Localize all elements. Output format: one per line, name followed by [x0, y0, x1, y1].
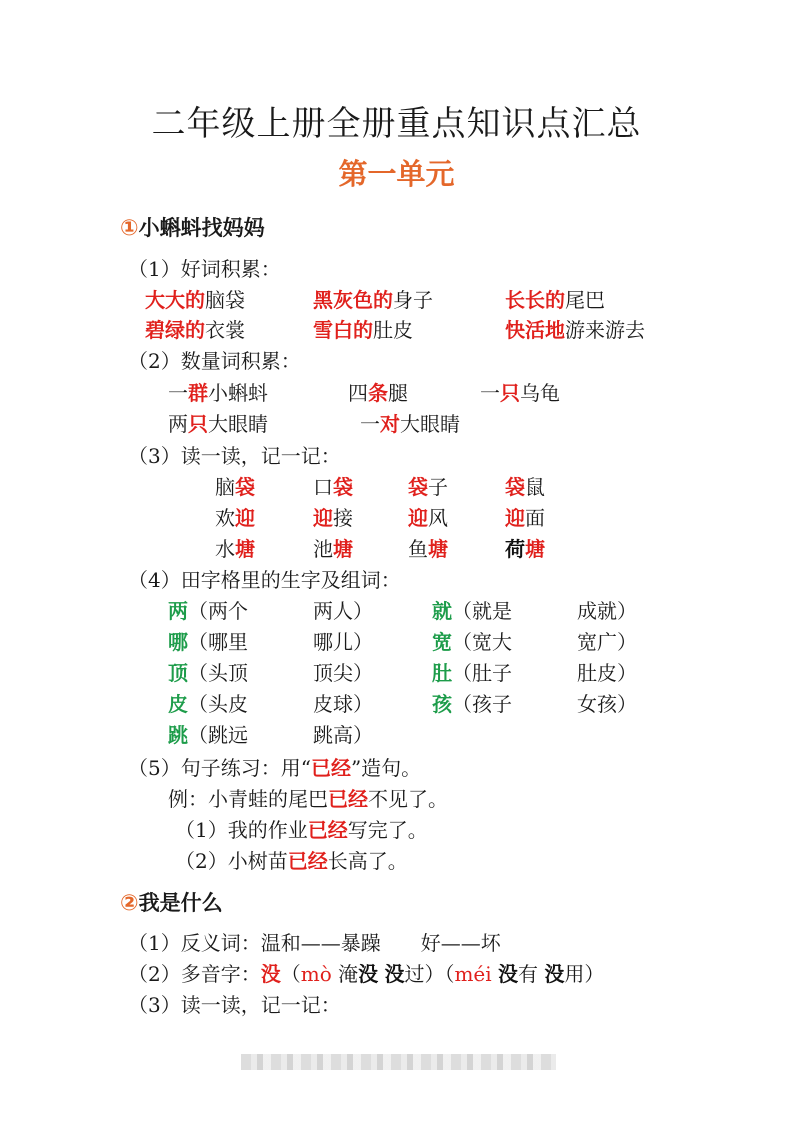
read-item: 袋子: [408, 475, 448, 499]
word-item: 雪白的肚皮: [313, 318, 413, 342]
char-item: 就（就是: [432, 599, 512, 623]
char-item: 跳（跳远: [168, 723, 248, 747]
watermark-blur: [241, 1054, 556, 1070]
char-word: 跳高）: [313, 723, 373, 747]
section-number: ①: [120, 216, 139, 241]
read-item: 脑袋: [215, 475, 255, 499]
q2-label: （2）数量词积累：: [128, 349, 301, 373]
read-item: 迎面: [505, 506, 545, 530]
read-item: 池塘: [313, 537, 353, 561]
q1-label: （1）好词积累：: [128, 257, 281, 281]
char-item: 顶（头顶: [168, 661, 248, 685]
word-item: 黑灰色的身子: [313, 288, 433, 312]
read-item: 欢迎: [215, 506, 255, 530]
unit-heading: 第一单元: [338, 157, 455, 191]
word-item: 大大的脑袋: [145, 288, 245, 312]
read-item: 袋鼠: [505, 475, 545, 499]
q3-label: （3）读一读，记一记：: [128, 444, 341, 468]
read-item: 迎风: [408, 506, 448, 530]
read-item: 迎接: [313, 506, 353, 530]
section-title: 小蝌蚪找妈妈: [138, 216, 265, 240]
word-item: 长长的尾巴: [505, 288, 605, 312]
antonym-line: （1）反义词：温和——暴躁 好——坏: [128, 931, 501, 955]
section-1-heading: [120, 212, 265, 242]
char-item: 肚（肚子: [432, 661, 512, 685]
measure-item: 四条腿: [348, 381, 408, 405]
measure-item: 一只乌龟: [480, 381, 560, 405]
char-item: 哪（哪里: [168, 630, 248, 654]
section-number: ②: [120, 891, 139, 916]
example-sentence: 例：小青蛙的尾巴已经不见了。: [168, 787, 448, 811]
read-item: 口袋: [313, 475, 353, 499]
practice-sentence: （1）我的作业已经写完了。: [175, 818, 428, 842]
read-item: 水塘: [215, 537, 255, 561]
q3-label-2: （3）读一读，记一记：: [128, 993, 341, 1017]
char-item: 两（两个: [168, 599, 248, 623]
char-word: 哪儿）: [313, 630, 373, 654]
q4-label: （4）田字格里的生字及组词：: [128, 568, 401, 592]
char-word: 肚皮）: [577, 661, 637, 685]
char-word: 两人）: [313, 599, 373, 623]
word-item: 碧绿的衣裳: [145, 318, 245, 342]
read-item: 鱼塘: [408, 537, 448, 561]
section-2-heading: [120, 887, 223, 917]
measure-item: 两只大眼睛: [168, 412, 268, 436]
word-item: 快活地游来游去: [505, 318, 645, 342]
read-item: 荷塘: [505, 537, 545, 561]
char-word: 宽广）: [577, 630, 637, 654]
section-title: 我是什么: [138, 891, 223, 915]
char-item: 孩（孩子: [432, 692, 512, 716]
practice-sentence: （2）小树苗已经长高了。: [175, 849, 408, 873]
char-word: 顶尖）: [313, 661, 373, 685]
char-item: 宽（宽大: [432, 630, 512, 654]
char-word: 成就）: [577, 599, 637, 623]
measure-item: 一对大眼睛: [360, 412, 460, 436]
measure-item: 一群小蝌蚪: [168, 381, 268, 405]
char-word: 女孩）: [577, 692, 637, 716]
char-item: 皮（头皮: [168, 692, 248, 716]
q5-label: （5）句子练习：用“已经”造句。: [128, 756, 422, 780]
page-title: 二年级上册全册重点知识点汇总: [151, 104, 642, 144]
polyphone-line: （2）多音字：没（mò 淹没 没过）（méi 没有 没用）: [128, 962, 605, 986]
char-word: 皮球）: [313, 692, 373, 716]
